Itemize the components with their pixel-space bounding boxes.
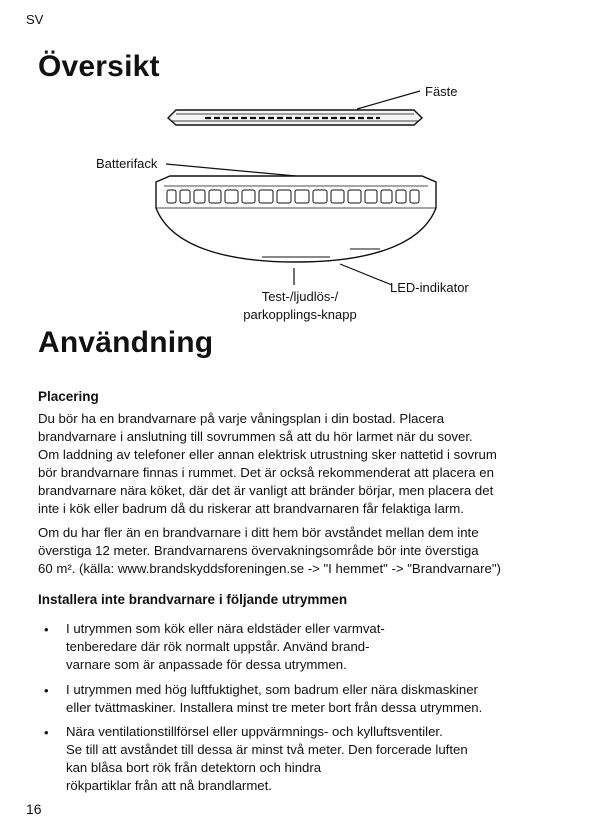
bullet-item <box>66 620 385 674</box>
avoid-heading: Installera inte brandvarnare i följande utrymmen <box>38 592 348 607</box>
text-line: varnare som är anpassade för dessa utrymmen. <box>66 657 347 672</box>
text-line: brandvarnare i anslutning till sovrummen så att du hör larmet när du sover. <box>38 429 473 444</box>
text-line: 60 m². (källa: www.brandskyddsforeningen.se -> "I hemmet" -> "Brandvarnare") <box>38 561 501 576</box>
text-line: Du bör ha en brandvarnare på varje våningsplan i din bostad. Placera <box>38 411 445 426</box>
usage-title: Användning <box>38 326 214 359</box>
battery-leader-line <box>166 164 296 176</box>
text-line: överstiga 12 meter. Brandvarnarens övervakningsområde bör inte överstiga <box>38 543 479 558</box>
placement-heading: Placering <box>38 389 99 404</box>
language-code: SV <box>26 12 44 27</box>
bullet-marker: • <box>44 683 49 698</box>
mount-plate-drawing <box>168 110 422 125</box>
text-line: tenberedare där rök normalt uppstår. Använd brand- <box>66 639 370 654</box>
text-line: I utrymmen med hög luftfuktighet, som badrum eller nära diskmaskiner <box>66 682 478 697</box>
text-line: rökpartiklar från att nå brandlarmet. <box>66 778 272 793</box>
placement-paragraph-1 <box>38 410 568 518</box>
bullet-marker: • <box>44 622 49 637</box>
bullet-item <box>66 723 468 795</box>
battery-label: Batterifack <box>96 156 158 171</box>
bullet-marker: • <box>44 725 49 740</box>
text-line: bör brandvarnare finnas i rummet. Det är också rekommenderat att placera en <box>38 465 494 480</box>
text-line: kan blåsa bort rök från detektorn och hindra <box>66 760 322 775</box>
bullet-item <box>66 681 482 717</box>
detector-body-drawing <box>156 176 436 262</box>
led-leader-line <box>340 264 392 285</box>
page-number: 16 <box>26 801 42 817</box>
mount-label: Fäste <box>425 84 458 99</box>
text-line: I utrymmen som kök eller nära eldstäder eller varmvat- <box>66 621 385 636</box>
text-line: brandvarnare nära köket, där det är vanligt att bränder börjar, men placera det <box>38 483 494 498</box>
button-label-line1: Test-/ljudlös-/ <box>261 289 339 304</box>
text-line: eller tvättmaskiner. Installera minst tre meter bort från dessa utrymmen. <box>66 700 483 715</box>
text-line: Se till att avståndet till dessa är minst två meter. Den forcerade luften <box>66 742 468 757</box>
text-line: Nära ventilationstillförsel eller uppvärmnings- och kylluftsventiler. <box>66 724 443 739</box>
text-line: Om laddning av telefoner eller annan elektrisk utrustning sker nattetid i sovrum <box>38 447 497 462</box>
placement-paragraph-2 <box>38 524 568 578</box>
mount-leader-line <box>357 91 420 109</box>
button-label <box>234 288 366 324</box>
led-label: LED-indikator <box>390 280 469 295</box>
text-line: Om du har fler än en brandvarnare i ditt hem bör avståndet mellan dem inte <box>38 525 479 540</box>
button-label-line2: parkopplings-knapp <box>243 307 357 322</box>
overview-title: Översikt <box>38 50 160 83</box>
text-line: inte i kök eller badrum då du riskerar att brandvarnaren får felaktiga larm. <box>38 501 464 516</box>
